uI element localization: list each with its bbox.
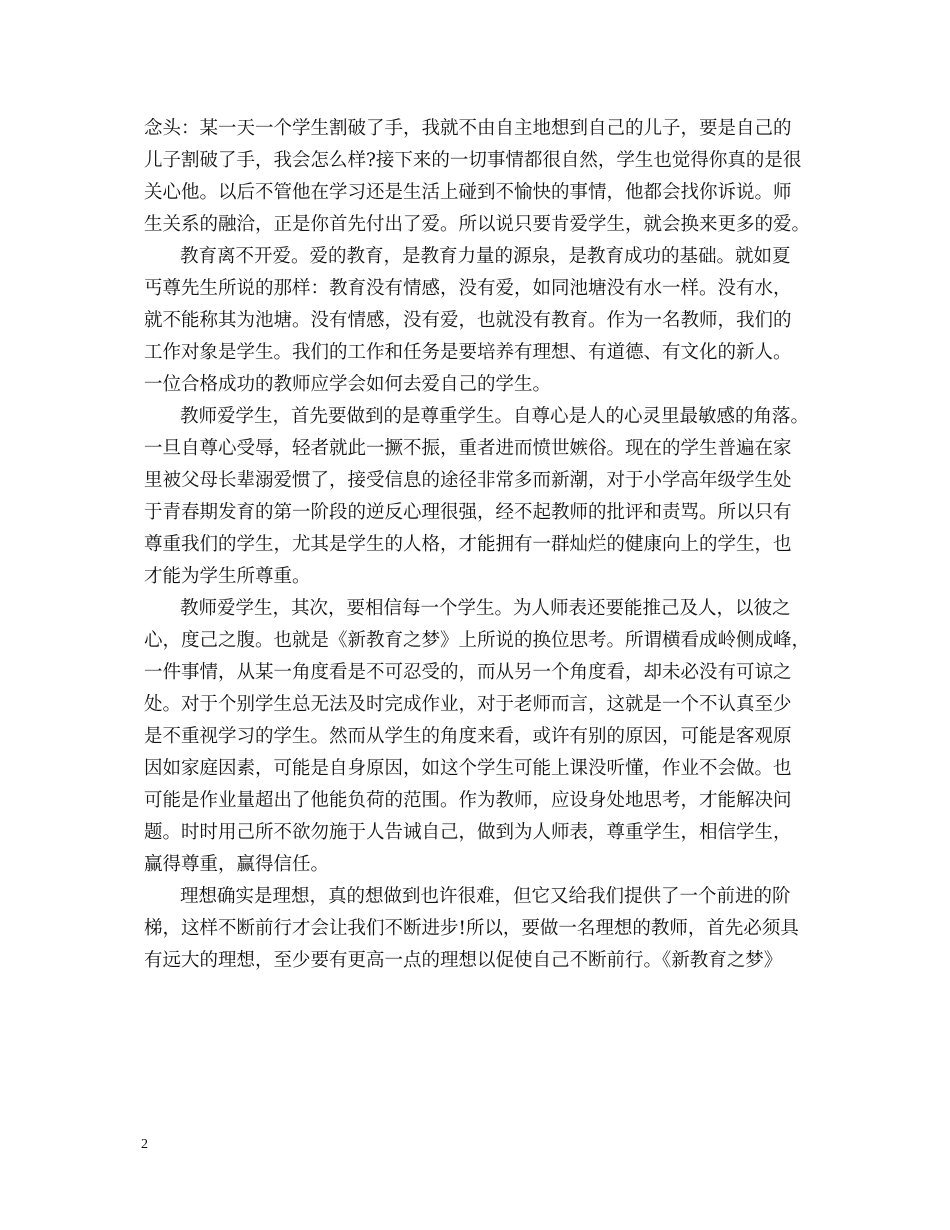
text-line: 梯，这样不断前行才会让我们不断进步!所以，要做一名理想的教师，首先必须具 [144, 918, 799, 939]
paragraph-first-line: 教育离不开爱。爱的教育，是教育力量的源泉，是教育成功的基础。就如夏 [180, 246, 791, 267]
paragraph-first-line: 理想确实是理想，真的想做到也许很难，但它又给我们提供了一个前进的阶 [180, 886, 791, 907]
text-line: 生关系的融洽，正是你首先付出了爱。所以说只要肯爱学生，就会换来更多的爱。 [144, 214, 811, 235]
text-line: 才能为学生所尊重。 [144, 566, 311, 587]
text-line: 可能是作业量超出了他能负荷的范围。作为教师，应设身处地思考，才能解决问 [144, 790, 792, 811]
text-line: 一位合格成功的教师应学会如何去爱自己的学生。 [144, 374, 552, 395]
text-line: 有远大的理想，至少要有更高一点的理想以促使自己不断前行。《新教育之梦》 [144, 950, 783, 971]
text-line: 尊重我们的学生，尤其是学生的人格，才能拥有一群灿烂的健康向上的学生，也 [144, 534, 792, 555]
paragraph-first-line: 教师爱学生，其次，要相信每一个学生。为人师表还要能推己及人，以彼之 [180, 598, 791, 619]
text-line: 丐尊先生所说的那样：教育没有情感，没有爱，如同池塘没有水一样。没有水， [144, 278, 792, 299]
text-line: 念头：某一天一个学生割破了手，我就不由自主地想到自己的儿子，要是自己的 [144, 118, 792, 139]
text-line: 是不重视学习的学生。然而从学生的角度来看，或许有别的原因，可能是客观原 [144, 726, 792, 747]
text-line: 一旦自尊心受辱，轻者就此一撅不振，重者进而愤世嫉俗。现在的学生普遍在家 [144, 438, 792, 459]
text-line: 里被父母长辈溺爱惯了，接受信息的途径非常多而新潮，对于小学高年级学生处 [144, 470, 792, 491]
text-line: 于青春期发育的第一阶段的逆反心理很强，经不起教师的批评和责骂。所以只有 [144, 502, 792, 523]
paragraph-first-line: 教师爱学生，首先要做到的是尊重学生。自尊心是人的心灵里最敏感的角落。 [180, 406, 810, 427]
text-line: 儿子割破了手，我会怎么样?接下来的一切事情都很自然，学生也觉得你真的是很 [144, 150, 802, 171]
text-line: 关心他。以后不管他在学习还是生活上碰到不愉快的事情，他都会找你诉说。师 [144, 182, 792, 203]
text-line: 因如家庭因素，可能是自身原因，如这个学生可能上课没听懂，作业不会做。也 [144, 758, 792, 779]
text-line: 处。对于个别学生总无法及时完成作业，对于老师而言，这就是一个不认真至少 [144, 694, 792, 715]
text-line: 一件事情，从某一角度看是不可忍受的，而从另一个角度看，却未必没有可谅之 [144, 662, 792, 683]
page-number: 2 [141, 1137, 148, 1152]
text-line: 赢得尊重，赢得信任。 [144, 854, 330, 875]
text-line: 工作对象是学生。我们的工作和任务是要培养有理想、有道德、有文化的新人。 [144, 342, 792, 363]
text-line: 题。时时用己所不欲勿施于人告诫自己，做到为人师表，尊重学生，相信学生， [144, 822, 792, 843]
text-line: 心，度己之腹。也就是《新教育之梦》上所说的换位思考。所谓横看成岭侧成峰， [144, 630, 811, 651]
text-line: 就不能称其为池塘。没有情感，没有爱，也就没有教育。作为一名教师，我们的 [144, 310, 792, 331]
